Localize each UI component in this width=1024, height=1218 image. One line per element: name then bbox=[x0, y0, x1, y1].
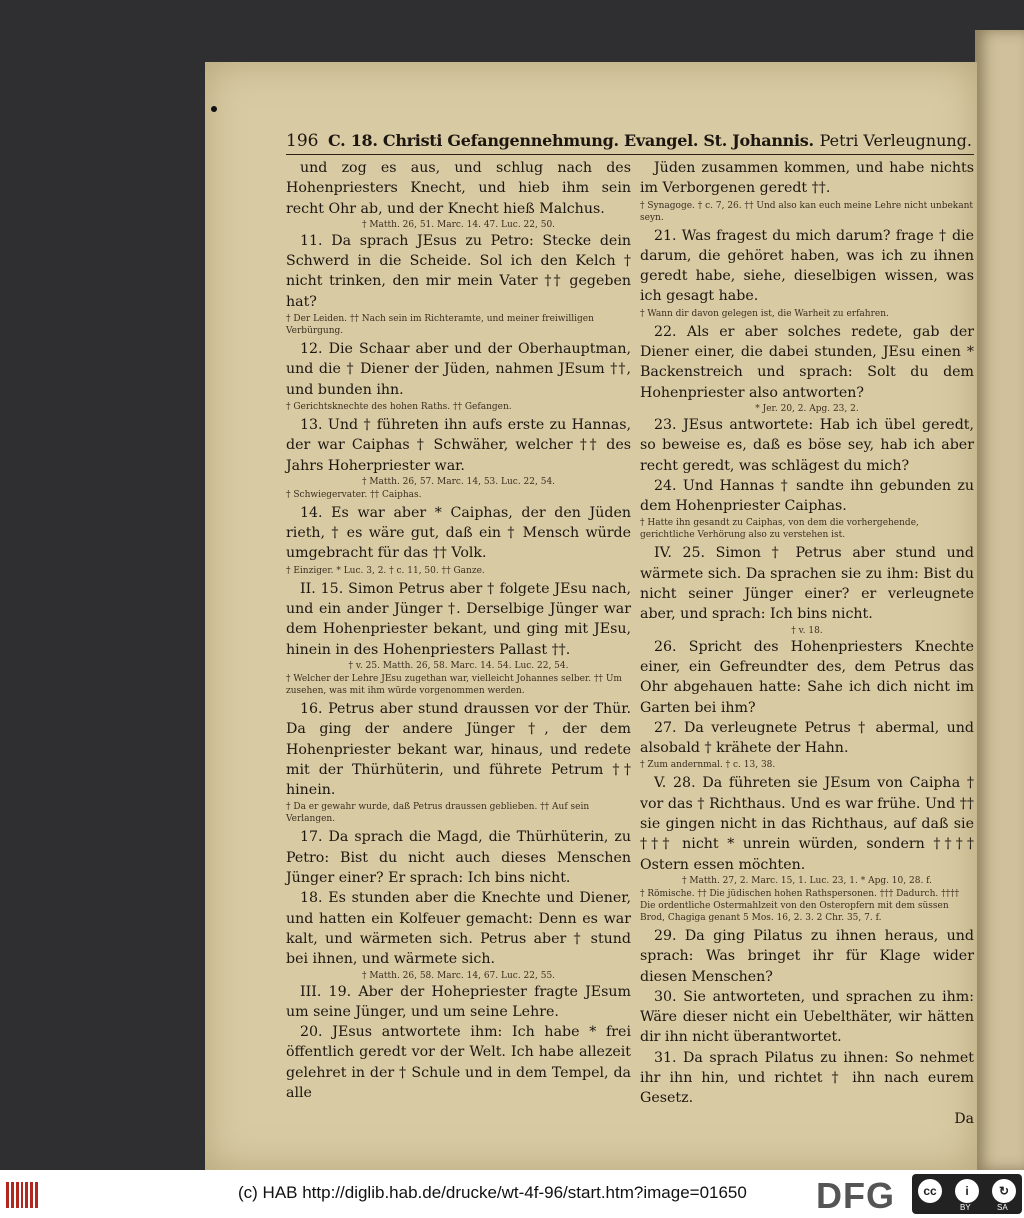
verse: 21. Was fragest du mich darum? frage † die darum, die gehöret haben, was ich zu ihnen geredt habe, siehe, dieselbigen wissen, was ich gesagt habe. bbox=[640, 227, 974, 305]
cross-reference: † v. 18. bbox=[791, 625, 823, 636]
verse: III. 19. Aber der Hohepriester fragte JEsum um seine Jünger, und um seine Lehre. bbox=[286, 983, 631, 1020]
cross-reference: † Matth. 26, 51. Marc. 14. 47. Luc. 22, 50. bbox=[361, 219, 556, 230]
verse: 23. JEsus antwortete: Hab ich übel geredt, so beweise es, daß es böse sey, hab ich aber recht geredt, was schlägest du mich? bbox=[640, 416, 974, 474]
footnote: † Welcher der Lehre JEsu zugethan war, vielleicht Johannes selber. †† Um zusehen, was mit ihm würde vorgenommen werden. bbox=[286, 673, 622, 696]
footnote: † Schwiegervater. †† Caiphas. bbox=[286, 489, 422, 500]
left-text-column bbox=[286, 158, 631, 1101]
catchword: Da bbox=[954, 1110, 974, 1127]
page-marker-dot bbox=[211, 106, 217, 112]
verse: 30. Sie antworteten, und sprachen zu ihm: Wäre dieser nicht ein Uebelthäter, wir hätten dir ihn nicht überantwortet. bbox=[640, 988, 974, 1046]
footnote: † Hatte ihn gesandt zu Caiphas, von dem die vorhergehende, gerichtliche Verhörung also zu verstehen ist. bbox=[640, 518, 919, 541]
verse: 22. Als er aber solches redete, gab der Diener einer, die dabei stunden, JEsu einen * Backenstreich und sprach: Solt du dem Hohenpriester also antworten? bbox=[640, 323, 974, 401]
verse: 14. Es war aber * Caiphas, der den Jüden rieth, † es wäre gut, daß ein † Mensch würde umgebracht für das †† Volk. bbox=[286, 504, 631, 562]
footnote: † Zum andernmal. † c. 13, 38. bbox=[640, 760, 776, 771]
cc-icon: cc bbox=[918, 1179, 942, 1203]
cross-reference: † Matth. 27, 2. Marc. 15, 1. Luc. 23, 1. * Apg. 10, 28. f. bbox=[681, 875, 933, 886]
verse: II. 15. Simon Petrus aber † folgete JEsu nach, und ein ander Jünger †. Derselbige Jünger war dem Hohenpriester bekant, und ging mit JEsu, hinein in des Hohenpriesters Pallast ††. bbox=[286, 580, 631, 658]
header-title: C. 18. Christi Gefangennehmung. Evangel. St. Johannis. bbox=[328, 131, 814, 150]
footnote: † Der Leiden. †† Nach sein im Richteramte, und meiner freiwilligen Verbürgung. bbox=[286, 314, 594, 337]
verse: Jüden zusammen kommen, und habe nichts im Verborgenen geredt ††. bbox=[640, 160, 974, 197]
verse: V. 28. Da führeten sie JEsum von Caipha † vor das † Richthaus. Und es war frühe. Und †† sie gingen nicht in das Richthaus, auf daß sie ††† nicht * unrein würden, sondern †††† Ostern essen möchten. bbox=[640, 775, 974, 873]
footnote: † Einziger. * Luc. 3, 2. † c. 11, 50. †† Ganze. bbox=[286, 565, 485, 576]
cross-reference: † v. 25. Matth. 26, 58. Marc. 14. 54. Luc. 22, 54. bbox=[348, 660, 569, 671]
hab-logo-icon bbox=[6, 1182, 38, 1208]
by-icon: i bbox=[955, 1179, 979, 1203]
by-label: BY bbox=[960, 1203, 971, 1212]
page-number: 196 bbox=[286, 131, 319, 151]
verse: 29. Da ging Pilatus zu ihnen heraus, und sprach: Was bringet ihr für Klage wider diesen Menschen? bbox=[640, 927, 974, 985]
footer-bar bbox=[0, 1170, 1024, 1218]
footnote: † Synagoge. † c. 7, 26. †† Und also kan euch meine Lehre nicht unbekant seyn. bbox=[640, 200, 974, 223]
verse: 24. Und Hannas † sandte ihn gebunden zu dem Hohenpriester Caiphas. bbox=[640, 477, 974, 515]
cross-reference: * Jer. 20, 2. Apg. 23, 2. bbox=[755, 403, 859, 414]
verse: IV. 25. Simon † Petrus aber stund und wärmete sich. Da sprachen sie zu ihm: Bist du nicht seiner Jünger einer? er verleugnete aber, und sprach: Ich bins nicht. bbox=[640, 545, 974, 623]
verse: 18. Es stunden aber die Knechte und Diener, und hatten ein Kolfeuer gemacht: Denn es war kalt, und wärmeten sich. Petrus aber † stund bei ihnen, und wärmete sich. bbox=[286, 890, 631, 968]
right-text-column bbox=[640, 158, 974, 1127]
verse: und zog es aus, und schlug nach des Hohenpriesters Knecht, und hieb ihm sein recht Ohr ab, und der Knecht hieß Malchus. bbox=[286, 160, 631, 217]
verse: 13. Und † führeten ihn aufs erste zu Hannas, der war Caiphas † Schwäher, welcher †† des Jahrs Hoherpriester war. bbox=[286, 416, 631, 474]
verse: 11. Da sprach JEsus zu Petro: Stecke dein Schwerd in die Scheide. Sol ich den Kelch † nicht trinken, den mir mein Vater †† gegeben hat? bbox=[286, 232, 631, 310]
verse: 12. Die Schaar aber und der Oberhauptman, und die † Diener der Jüden, nahmen JEsum ††, und bunden ihn. bbox=[286, 341, 631, 398]
verse: 16. Petrus aber stund draussen vor der Thür. Da ging der andere Jünger †, der dem Hohenpriester bekant war, hinaus, und redete mit der Thürhüterin, und führete Petrum †† hinein. bbox=[286, 700, 631, 799]
cross-reference: † Matth. 26, 58. Marc. 14, 67. Luc. 22, 55. bbox=[361, 970, 556, 981]
cross-reference: † Matth. 26, 57. Marc. 14, 53. Luc. 22, 54. bbox=[361, 476, 556, 487]
adjacent-page-edge bbox=[975, 30, 1024, 1170]
sa-label: SA bbox=[997, 1203, 1008, 1212]
footnote: † Wann dir davon gelegen ist, die Warheit zu erfahren. bbox=[640, 308, 889, 319]
copyright-link[interactable]: (c) HAB http://diglib.hab.de/drucke/wt-4f-96/start.htm?image=01650 bbox=[238, 1183, 747, 1202]
verse: 17. Da sprach die Magd, die Thürhüterin, zu Petro: Bist du nicht auch dieses Menschen Jünger einer? Er sprach: Ich bins nicht. bbox=[286, 829, 631, 887]
verse: 31. Da sprach Pilatus zu ihnen: So nehmet ihr ihn hin, und richtet † ihn nach eurem Gesetz. bbox=[640, 1049, 974, 1107]
cc-license-badge[interactable] bbox=[912, 1174, 1022, 1214]
running-header bbox=[286, 128, 974, 155]
footnote: † Römische. †† Die jüdischen hohen Rathspersonen. ††† Dadurch. †††† Die ordentliche Ostermahlzeit von den Osteropfern mit dem süssen Brod, Chagiga genant 5 Mos. 16, 2. 3. 2 Chr. 35, 7. f. bbox=[640, 888, 960, 923]
header-right: Petri Verleugnung. bbox=[819, 131, 972, 150]
dfg-logo: DFG bbox=[816, 1175, 895, 1216]
footnote: † Da er gewahr wurde, daß Petrus draussen geblieben. †† Auf sein Verlangen. bbox=[286, 802, 590, 825]
verse: 20. JEsus antwortete ihm: Ich habe * frei öffentlich geredt vor der Welt. Ich habe allezeit gelehret in der † Schule und in dem Tempel, da alle bbox=[286, 1024, 631, 1101]
sa-icon: ↻ bbox=[992, 1179, 1016, 1203]
footnote: † Gerichtsknechte des hohen Raths. †† Gefangen. bbox=[286, 401, 512, 412]
verse: 26. Spricht des Hohenpriesters Knechte einer, ein Gefreundter des, dem Petrus das Ohr abgehauen hatte: Sahe ich dich nicht im Garten bei ihm? bbox=[640, 638, 974, 716]
verse: 27. Da verleugnete Petrus † abermal, und alsobald † krähete der Hahn. bbox=[640, 719, 974, 757]
